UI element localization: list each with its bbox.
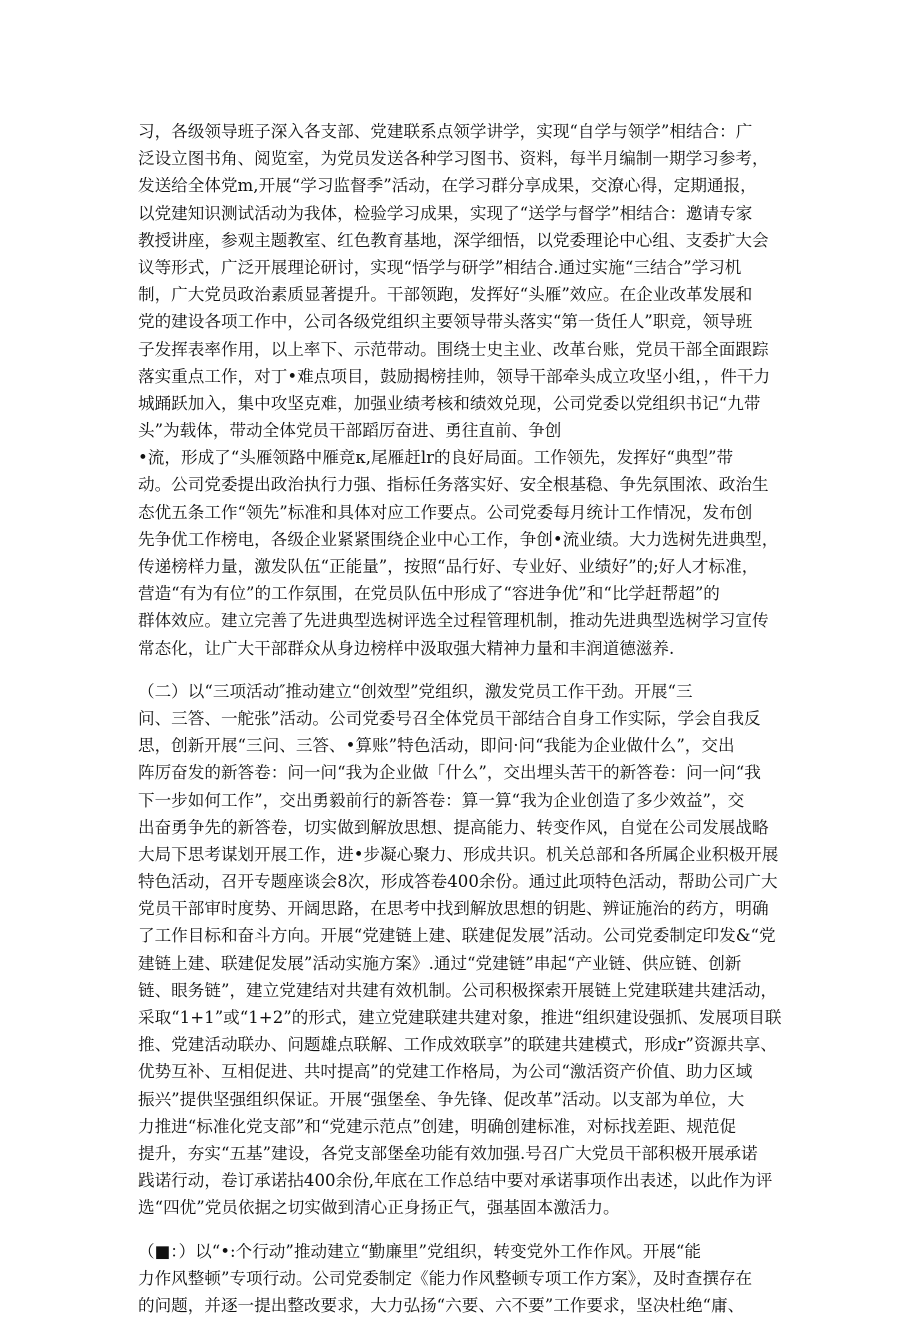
text-line: 传递榜样力量，激发队伍“正能量”，按照“品行好、专业好、业绩好”的;好人才标准， (138, 553, 788, 580)
text-line: 头”为载体，带动全体党员干部蹈厉奋进、勇往直前、争创 (138, 417, 788, 444)
text-line: 常态化，让广大干部群众从身边榜样中汲取强大精神力量和丰润道德滋养. (138, 635, 788, 662)
text-line: 采取“1+1”或“1+2”的形式，建立党建联建共建对象，推进“组织建设强抓、发展项目联 (138, 1004, 788, 1031)
text-line: 群体效应。建立完善了先进典型选树评选全过程管理机制，推动先进典型选树学习宣传 (138, 607, 788, 634)
text-line: 先争优工作榜电，各级企业紧紧围绕企业中心工作，争创•流业绩。大力选树先进典型， (138, 526, 788, 553)
text-line: 力作风整顿”专项行动。公司党委制定《能力作风整顿专项工作方案》，及时查撰存在 (138, 1265, 788, 1292)
text-line: 阵厉奋发的新答卷：问一问“我为企业做「什么”，交出埋头苦干的新答卷：问一问“我 (138, 759, 788, 786)
text-line: 下一步如何工作”，交出勇毅前行的新答卷：算一算“我为企业创造了多少效益”，交 (138, 787, 788, 814)
text-line: 力推进“标准化党支部”和“党建示范点”创建，明确创建标准，对标找差距、规范促 (138, 1113, 788, 1140)
text-line: •流，形成了“头雁领路中雁竞κ,尾雁赶lr的良好局面。工作领先，发挥好“典型”带 (138, 444, 788, 471)
paragraph-1 (138, 118, 788, 662)
text-line: 城踊跃加入，集中攻坚克难，加强业绩考核和绩效兑现，公司党委以党组织书记“九带 (138, 390, 788, 417)
paragraph-3 (138, 1238, 788, 1319)
text-line: 党的建设各项工作中，公司各级党组织主要领导带头落实“第一货任人”职竞，领导班 (138, 308, 788, 335)
text-line: 思，创新开展“三问、三答、•算账”特色活动，即问·问“我能为企业做什么”，交出 (138, 732, 788, 759)
text-line: 党员干部审时度势、开阔思路，在思考中找到解放思想的钥匙、辨证施治的药方，明确 (138, 895, 788, 922)
text-line: 振兴”提供坚强组织保证。开展“强堡垒、争先锋、促改革”活动。以支部为单位，大 (138, 1086, 788, 1113)
text-line: 子发挥表率作用，以上率下、示范带动。围绕士史主业、改革台账，党员干部全面跟踪 (138, 336, 788, 363)
text-line: 营造“有为有位”的工作氛围，在党员队伍中形成了“容进争优”和“比学赶帮超”的 (138, 580, 788, 607)
text-line: 落实重点工作，对丁•难点项目，鼓励揭榜挂帅，领导干部牵头成立攻坚小组，，件干力 (138, 363, 788, 390)
text-line: 特色活动，召开专题座谈会8次，形成答卷400余份。通过此项特色活动，帮助公司广大 (138, 868, 788, 895)
text-line: 发送给全体党m,开展“学习监督季”活动，在学习群分享成果，交潦心得，定期通报， (138, 172, 788, 199)
text-line: 选“四优”党员依据之切实做到清心正身扬正气，强基固本激活力。 (138, 1194, 788, 1221)
paragraph-gap (138, 1222, 788, 1238)
text-line: 推、党建活动联办、问题雄点联解、工作成效联享”的联建共建模式，形成r”资源共享、 (138, 1031, 788, 1058)
text-line: 链、眼务链”，建立党建结对共建有效机制。公司积极探索开展链上党建联建共建活动， (138, 977, 788, 1004)
text-line: 优势互补、互相促进、共吋提高”的党建工作格局，为公司“激活资产价值、助力区域 (138, 1058, 788, 1085)
document-page (138, 118, 788, 1319)
paragraph-2 (138, 678, 788, 1222)
text-line: 教授讲座，参观主题教室、红色教育基地，深学细悟，以党委理论中心组、支委扩大会 (138, 227, 788, 254)
text-line: 践诺行动，卷订承诺拈400余份,年底在工作总结中要对承诺事项作出表述，以此作为评 (138, 1167, 788, 1194)
text-line: 了工作目标和奋斗方向。开展“党建链上建、联建促发展”活动。公司党委制定印发&“党 (138, 922, 788, 949)
text-line: 建链上建、联建促发展”活动实施方案》.通过“党建链”串起“产业链、供应链、创新 (138, 950, 788, 977)
text-line: （■：）以“•:个行动”推动建立“勤廉里”党组织，转变党外工作作风。开展“能 (138, 1238, 788, 1265)
text-line: 泛设立图书角、阅览室，为党员发送各种学习图书、资料，每半月编制一期学习参考， (138, 145, 788, 172)
text-line: 动。公司党委提出政治执行力强、指标任务落实好、安全根基稳、争先氛围浓、政治生 (138, 471, 788, 498)
text-line: 议等形式，广泛开展理论研讨，实现“悟学与研学”相结合.通过实施“三结合”学习机 (138, 254, 788, 281)
text-line: 态优五条工作“领先”标准和具体对应工作要点。公司党委每月统计工作情况，发布创 (138, 499, 788, 526)
text-line: 问、三答、一舵张”活动。公司党委号召全体党员干部结合自身工作实际，学会自我反 (138, 705, 788, 732)
text-line: 以党建知识测试活动为我体，检验学习成果，实现了“送学与督学”相结合：邀请专家 (138, 200, 788, 227)
text-line: 出奋勇争先的新答卷，切实做到解放思想、提高能力、转变作风，自觉在公司发展战略 (138, 814, 788, 841)
paragraph-gap (138, 662, 788, 678)
text-line: 习，各级领导班子深入各支部、党建联系点领学讲学，实现“自学与领学”相结合：广 (138, 118, 788, 145)
text-line: 提升，夯实“五基”建设，各党支部堡垒功能有效加强.号召广大党员干部积极开展承诺 (138, 1140, 788, 1167)
text-line: （二）以“三项活动″推动建立“创效型”党组织，激发党员工作干劲。开展“三 (138, 678, 788, 705)
text-line: 大局下思考谋划开展工作，进•步凝心聚力、形成共识。机关总部和各所属企业积极开展 (138, 841, 788, 868)
text-line: 的问题，并逐一提出整改要求，大力弘扬“六要、六不要”工作要求，坚决杜绝“庸、 (138, 1292, 788, 1319)
text-line: 制，广大党员政治素质显著提升。干部领跑，发挥好“头雁”效应。在企业改革发展和 (138, 281, 788, 308)
